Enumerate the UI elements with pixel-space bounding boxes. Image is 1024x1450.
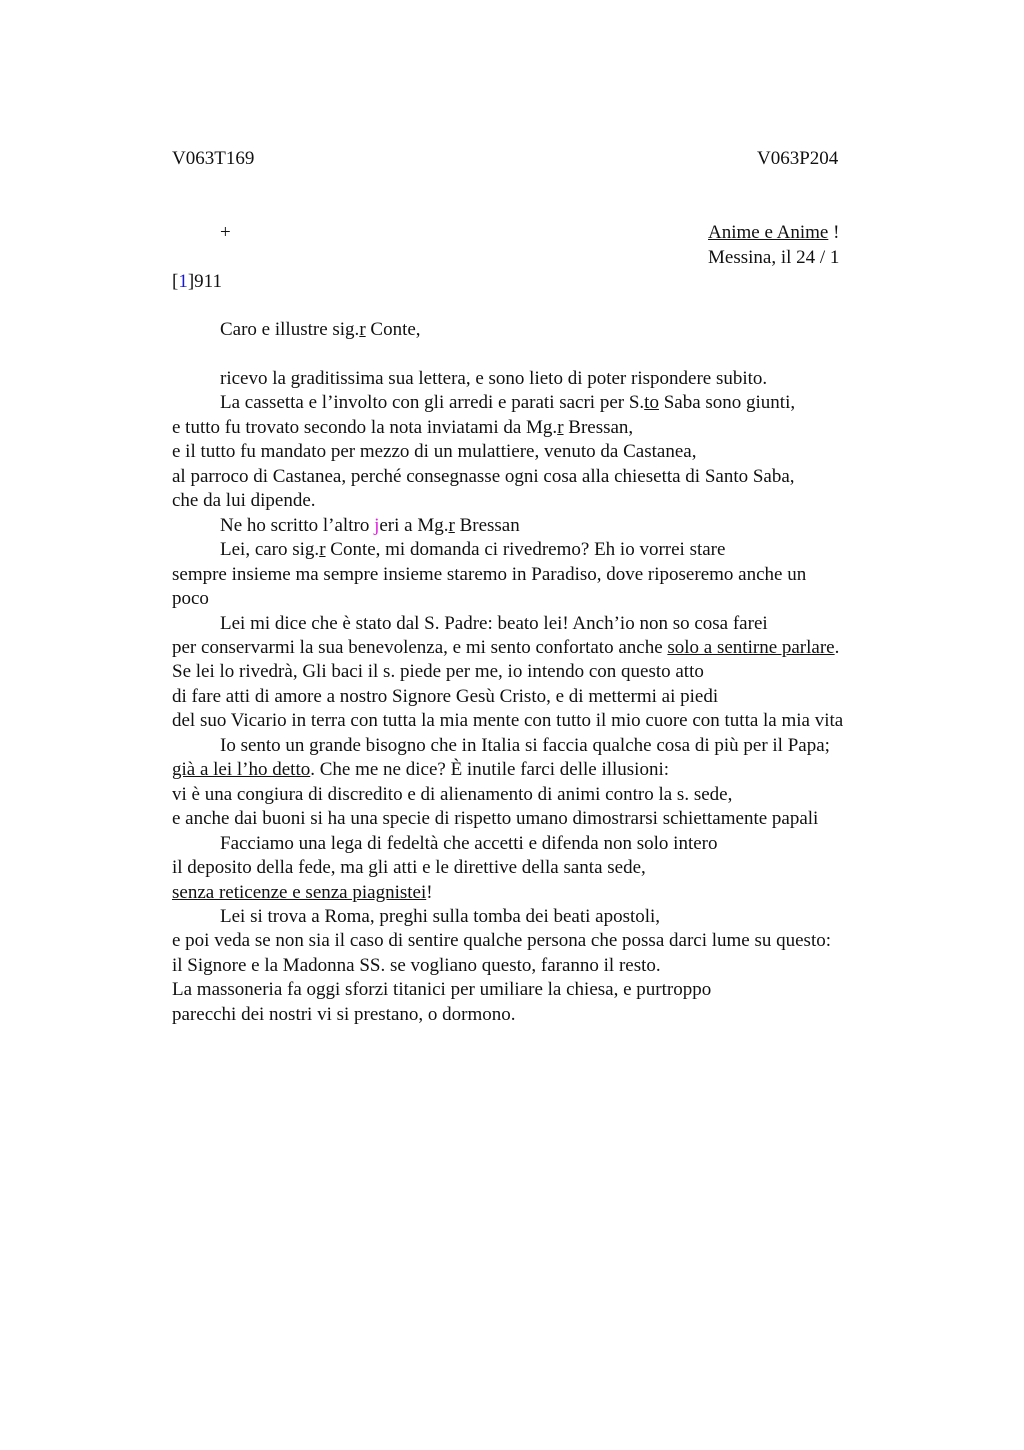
- text-run: Bressan,: [563, 416, 634, 438]
- text-line: [172, 391, 932, 415]
- letter-title-line: [708, 221, 839, 246]
- letter-title: Anime e Anime: [708, 222, 829, 243]
- text-line: Io sento un grande bisogno che in Italia si faccia qualche cosa di più per il Papa;: [220, 734, 830, 756]
- text-line: sempre insieme ma sempre insieme staremo in Paradiso, dove riposeremo anche un: [172, 563, 807, 585]
- text-line: La massoneria fa oggi sforzi titanici per umiliare la chiesa, e purtroppo: [172, 979, 712, 1001]
- text-run: .: [834, 636, 840, 658]
- abbrev-underlined: r: [448, 514, 455, 536]
- text-line: che da lui dipende.: [172, 490, 316, 512]
- year-bracket-open: [: [172, 271, 179, 292]
- abbrev-underlined: to: [644, 392, 659, 414]
- salutation-text-end: Conte,: [365, 319, 421, 340]
- year-bracket-close: ]: [187, 271, 195, 292]
- editorial-highlight: j: [374, 514, 380, 536]
- text-line: [172, 881, 932, 905]
- underlined-phrase: senza reticenze e senza piagnistei: [172, 881, 427, 903]
- text-run: . Che me ne dice? È inutile farci delle illusioni:: [310, 759, 670, 781]
- text-line: e anche dai buoni si ha una specie di rispetto umano dimostrarsi schiettamente papali: [172, 808, 819, 830]
- year-editorial-digit: 1: [178, 271, 188, 292]
- letter-body: [172, 367, 932, 1027]
- text-run: La cassetta e l’involto con gli arredi e parati sacri per S.: [220, 392, 645, 414]
- letter-salutation: [220, 318, 421, 342]
- underlined-phrase: solo a sentirne parlare: [667, 636, 835, 658]
- text-line: Lei mi dice che è stato dal S. Padre: beato lei! Anch’io non so cosa farei: [220, 612, 768, 634]
- year-rest: 911: [194, 271, 222, 292]
- text-run: per conservarmi la sua benevolenza, e mi sento confortato anche: [172, 636, 668, 658]
- text-line: vi è una congiura di discredito e di alienamento di animi contro la s. sede,: [172, 783, 733, 805]
- text-line: parecchi dei nostri vi si prestano, o dormono.: [172, 1003, 516, 1025]
- text-run: Ne ho scritto l’altro: [220, 514, 375, 536]
- document-code-left: V063T169: [172, 148, 255, 169]
- text-line: [172, 416, 932, 440]
- text-run: e tutto fu trovato secondo la nota inviatami da Mg.: [172, 416, 558, 438]
- salutation-text: Caro e illustre sig.: [220, 319, 360, 340]
- letter-place-date: Messina, il 24 / 1: [708, 246, 840, 268]
- text-line: del suo Vicario in terra con tutta la mia mente con tutto il mio cuore con tutta la mia vita: [172, 710, 844, 732]
- letter-year: [172, 270, 222, 294]
- letter-title-mark: !: [828, 222, 840, 243]
- text-line: Facciamo una lega di fedeltà che accetti e difenda non solo intero: [220, 832, 718, 854]
- text-line: poco: [172, 588, 209, 610]
- underlined-phrase: già a lei l’ho detto: [172, 759, 311, 781]
- text-run: Saba sono giunti,: [658, 392, 796, 414]
- text-line: e il tutto fu mandato per mezzo di un mulattiere, venuto da Castanea,: [172, 441, 697, 463]
- text-line: [172, 758, 932, 782]
- document-code-right: V063P204: [757, 148, 839, 169]
- text-line: al parroco di Castanea, perché consegnasse ogni cosa alla chiesetta di Santo Saba,: [172, 465, 795, 487]
- text-line: Se lei lo rivedrà, Gli baci il s. piede per me, io intendo con questo atto: [172, 661, 704, 683]
- text-line: [172, 538, 932, 562]
- text-run: !: [426, 881, 433, 903]
- abbrev-underlined: r: [319, 539, 326, 561]
- text-line: il Signore e la Madonna SS. se vogliano questo, faranno il resto.: [172, 954, 661, 976]
- text-run: Lei, caro sig.: [220, 539, 320, 561]
- salutation-abbrev: r: [359, 319, 366, 340]
- text-run: Conte, mi domanda ci rivedremo? Eh io vorrei stare: [325, 539, 726, 561]
- text-line: Lei si trova a Roma, preghi sulla tomba dei beati apostoli,: [220, 905, 661, 927]
- text-line: ricevo la graditissima sua lettera, e sono lieto di poter rispondere subito.: [220, 368, 768, 389]
- letter-heading: [708, 221, 839, 270]
- abbrev-underlined: r: [557, 416, 564, 438]
- text-run: eri a Mg.: [379, 514, 449, 536]
- text-line: di fare atti di amore a nostro Signore Gesù Cristo, e di mettermi ai piedi: [172, 685, 719, 707]
- text-line: il deposito della fede, ma gli atti e le direttive della santa sede,: [172, 857, 646, 879]
- cross-mark: +: [220, 222, 231, 243]
- text-line: [172, 636, 932, 660]
- text-line: e poi veda se non sia il caso di sentire qualche persona che possa darci lume su questo:: [172, 930, 831, 952]
- text-run: Bressan: [454, 514, 520, 536]
- text-line: [172, 514, 932, 538]
